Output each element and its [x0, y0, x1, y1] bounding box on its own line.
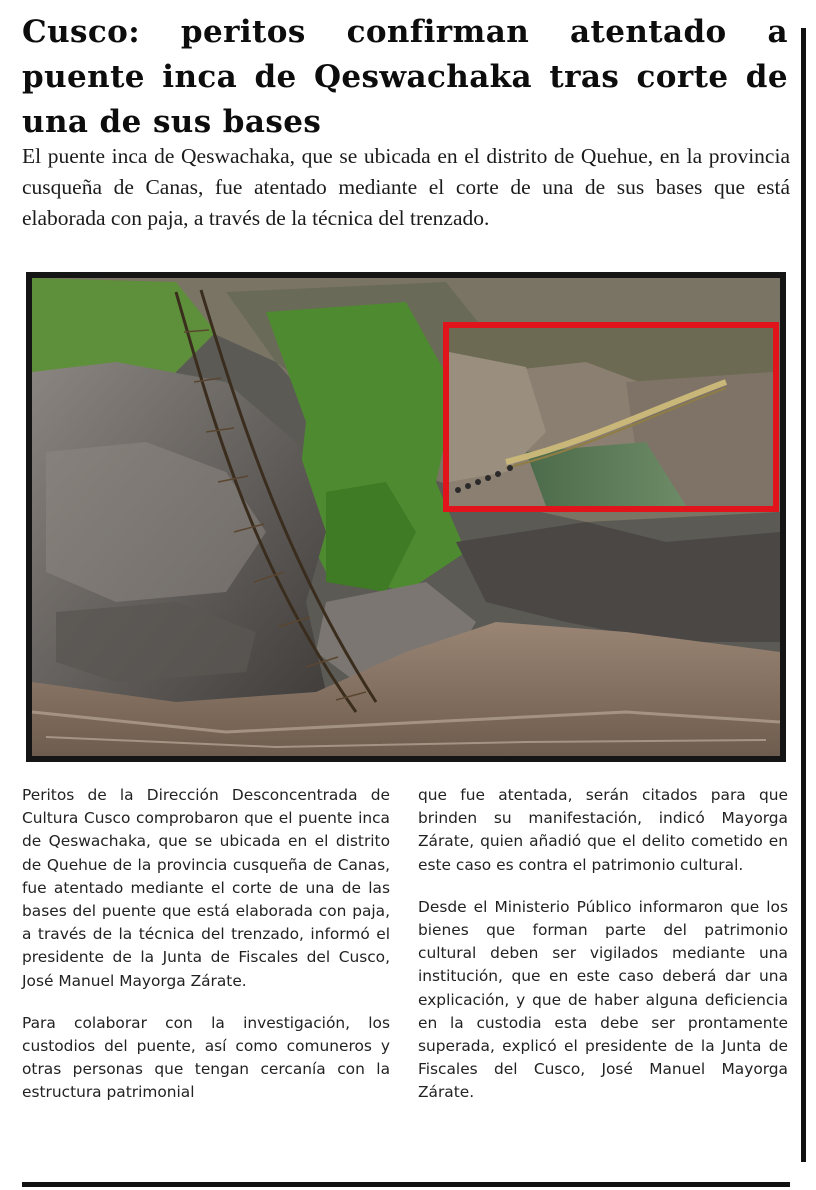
lead-paragraph: El puente inca de Qeswachaka, que se ubicada en el distrito de Quehue, en la provincia cusqueña de Canas, fue atentado mediante el corte de una de sus bases que está elaborada con paja, a través de la técnica del trenzado. [22, 144, 790, 230]
right-column-rule [801, 28, 806, 1162]
body-paragraph: Para colaborar con la investigación, los custodios del puente, así como comuneros y otras personas que tengan cercanía con la estructura patrimonial [22, 1013, 390, 1102]
body-paragraph: que fue atentada, serán citados para que brinden su manifestación, indicó Mayorga Zárate, quien añadió que el delito cometido en este caso es contra el patrimonio cultural. [418, 786, 788, 874]
body-column-right [418, 784, 788, 1124]
article-photo [26, 272, 786, 762]
body-paragraph: Peritos de la Dirección Desconcentrada de Cultura Cusco comprobaron que el puente inca de Qeswachaka, que se ubicada en el distrito de Quehue de la provincia cusqueña de Canas, fue atentado mediante el corte de una de las bases del puente que está elaborada con paja, a través de la técnica del trenzado, informó el presidente de la Junta de Fiscales del Cusco, José Manuel Mayorga Zárate. [22, 786, 390, 990]
bottom-rule [22, 1182, 790, 1187]
body-column-left [22, 784, 390, 1124]
photo-illustration [26, 272, 786, 762]
body-paragraph: Desde el Ministerio Público informaron que los bienes que forman parte del patrimonio cultural deben ser vigilados mediante una institución, que en este caso deberá dar una explicación, y que de haber alguna deficiencia en la custodia esta debe ser prontamente superada, explicó el presidente de la Junta de Fiscales del Cusco, José Manuel Mayorga Zárate. [418, 897, 788, 1102]
inset-photo [443, 322, 779, 512]
headline: Cusco: peritos confirman atentado a puente inca de Qeswachaka tras corte de una de sus bases [22, 14, 788, 140]
